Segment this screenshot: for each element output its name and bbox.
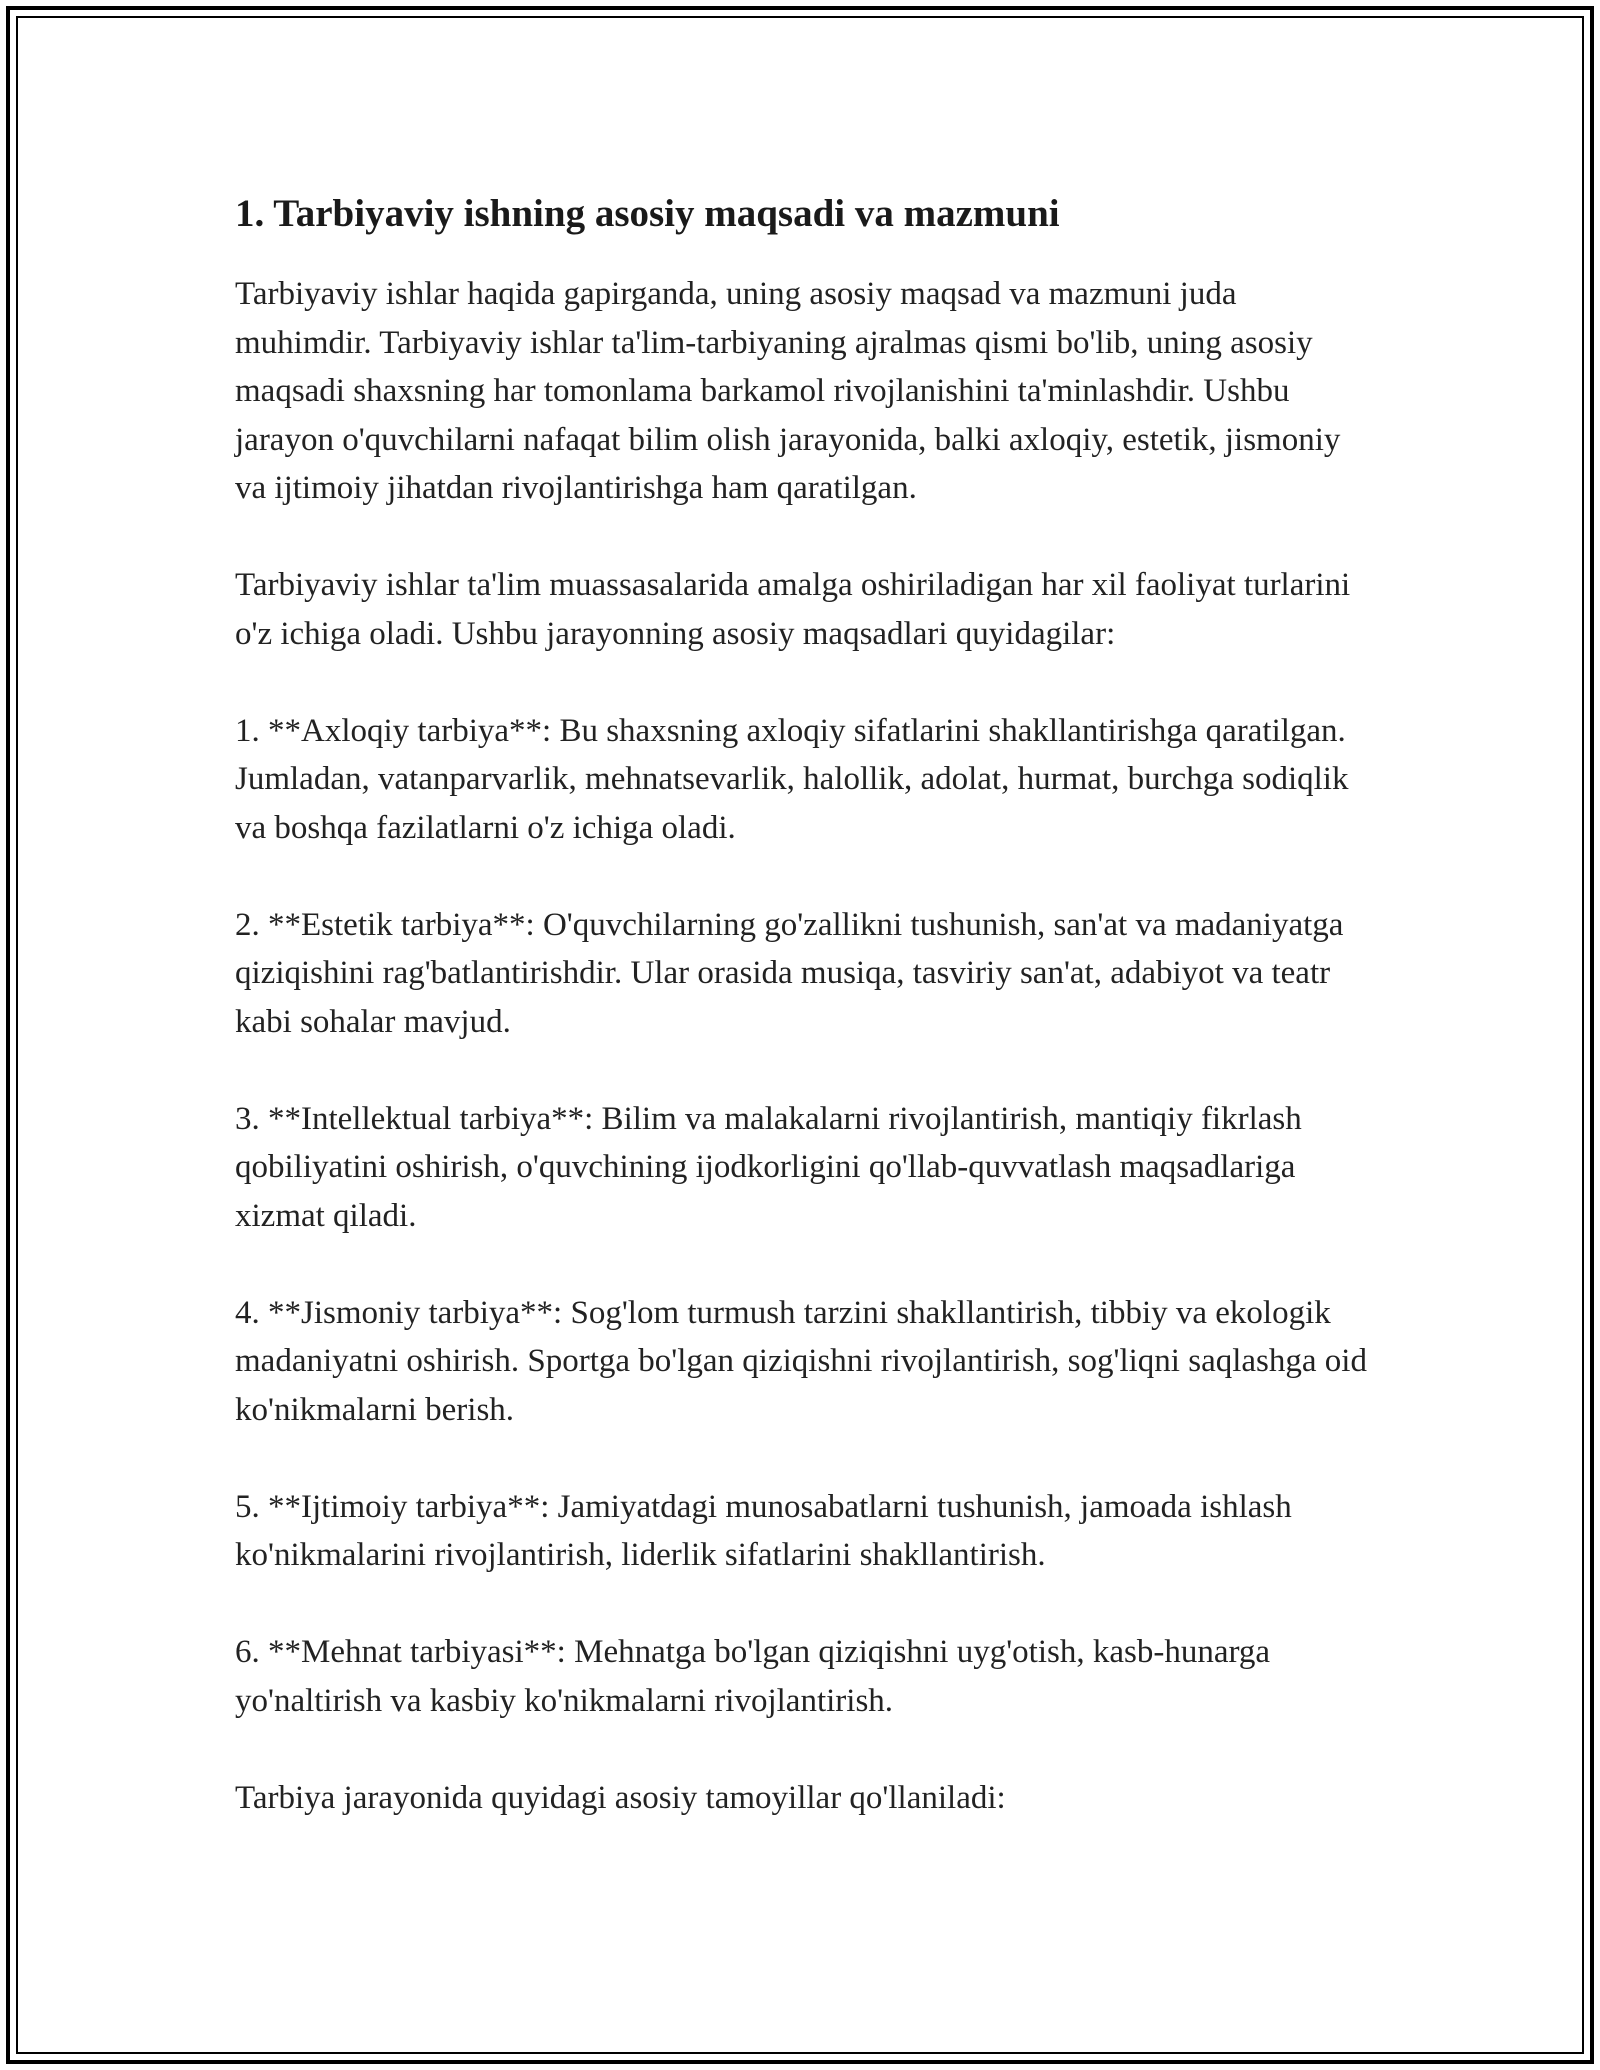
list-item-intellectual-education: 3. **Intellektual tarbiya**: Bilim va malakalarni rivojlantirish, mantiqiy fikrlash qobiliyatini oshirish, o'quvchining ijodkorligini qo'llab-quvvatlash maqsadlariga xizmat qiladi.: [235, 1100, 1302, 1234]
list-item-labor-education: 6. **Mehnat tarbiyasi**: Mehnatga bo'lgan qiziqishni uyg'otish, kasb-hunarga yo'naltirish va kasbiy ko'nikmalarni rivojlantirish.: [235, 1634, 1271, 1719]
section-heading: 1. Tarbiyaviy ishning asosiy maqsadi va mazmuni: [235, 192, 1060, 235]
list-item-aesthetic-education: 2. **Estetik tarbiya**: O'quvchilarning go'zallikni tushunish, san'at va madaniyatga qiziqishini rag'batlantirishdir. Ular orasida musiqa, tasviriy san'at, adabiyot va teatr kabi sohalar mavjud.: [235, 906, 1344, 1040]
paragraph-goals-lead: Tarbiyaviy ishlar ta'lim muassasalarida amalga oshiriladigan har xil faoliyat turlarini o'z ichiga oladi. Ushbu jarayonning asosiy maqsadlari quyidagilar:: [235, 567, 1351, 652]
list-item-moral-education: 1. **Axloqiy tarbiya**: Bu shaxsning axloqiy sifatlarini shakllantirishga qaratilgan. Jumladan, vatanparvarlik, mehnatsevarlik, halollik, adolat, hurmat, burchga sodiqlik va boshqa fazilatlarni o'z ichiga oladi.: [235, 712, 1349, 846]
paragraph-intro: Tarbiyaviy ishlar haqida gapirganda, uning asosiy maqsad va mazmuni juda muhimdir. Tarbiyaviy ishlar ta'lim-tarbiyaning ajralmas qismi bo'lib, uning asosiy maqsadi shaxsning har tomonlama barkamol rivojlanishini ta'minlashdir. Ushbu jarayon o'quvchilarni nafaqat bilim olish jarayonida, balki axloqiy, estetik, jismoniy va ijtimoiy jihatdan rivojlantirishga ham qaratilgan.: [235, 276, 1341, 506]
document-body: [235, 188, 1375, 1822]
paragraph-principles-lead: Tarbiya jarayonida quyidagi asosiy tamoyillar qo'llaniladi:: [235, 1779, 1006, 1816]
list-item-social-education: 5. **Ijtimoiy tarbiya**: Jamiyatdagi munosabatlarni tushunish, jamoada ishlash ko'nikmalarini rivojlantirish, liderlik sifatlarini shakllantirish.: [235, 1488, 1292, 1573]
list-item-physical-education: 4. **Jismoniy tarbiya**: Sog'lom turmush tarzini shakllantirish, tibbiy va ekologik madaniyatni oshirish. Sportga bo'lgan qiziqishni rivojlantirish, sog'liqni saqlashga oid ko'nikmalarni berish.: [235, 1294, 1367, 1428]
